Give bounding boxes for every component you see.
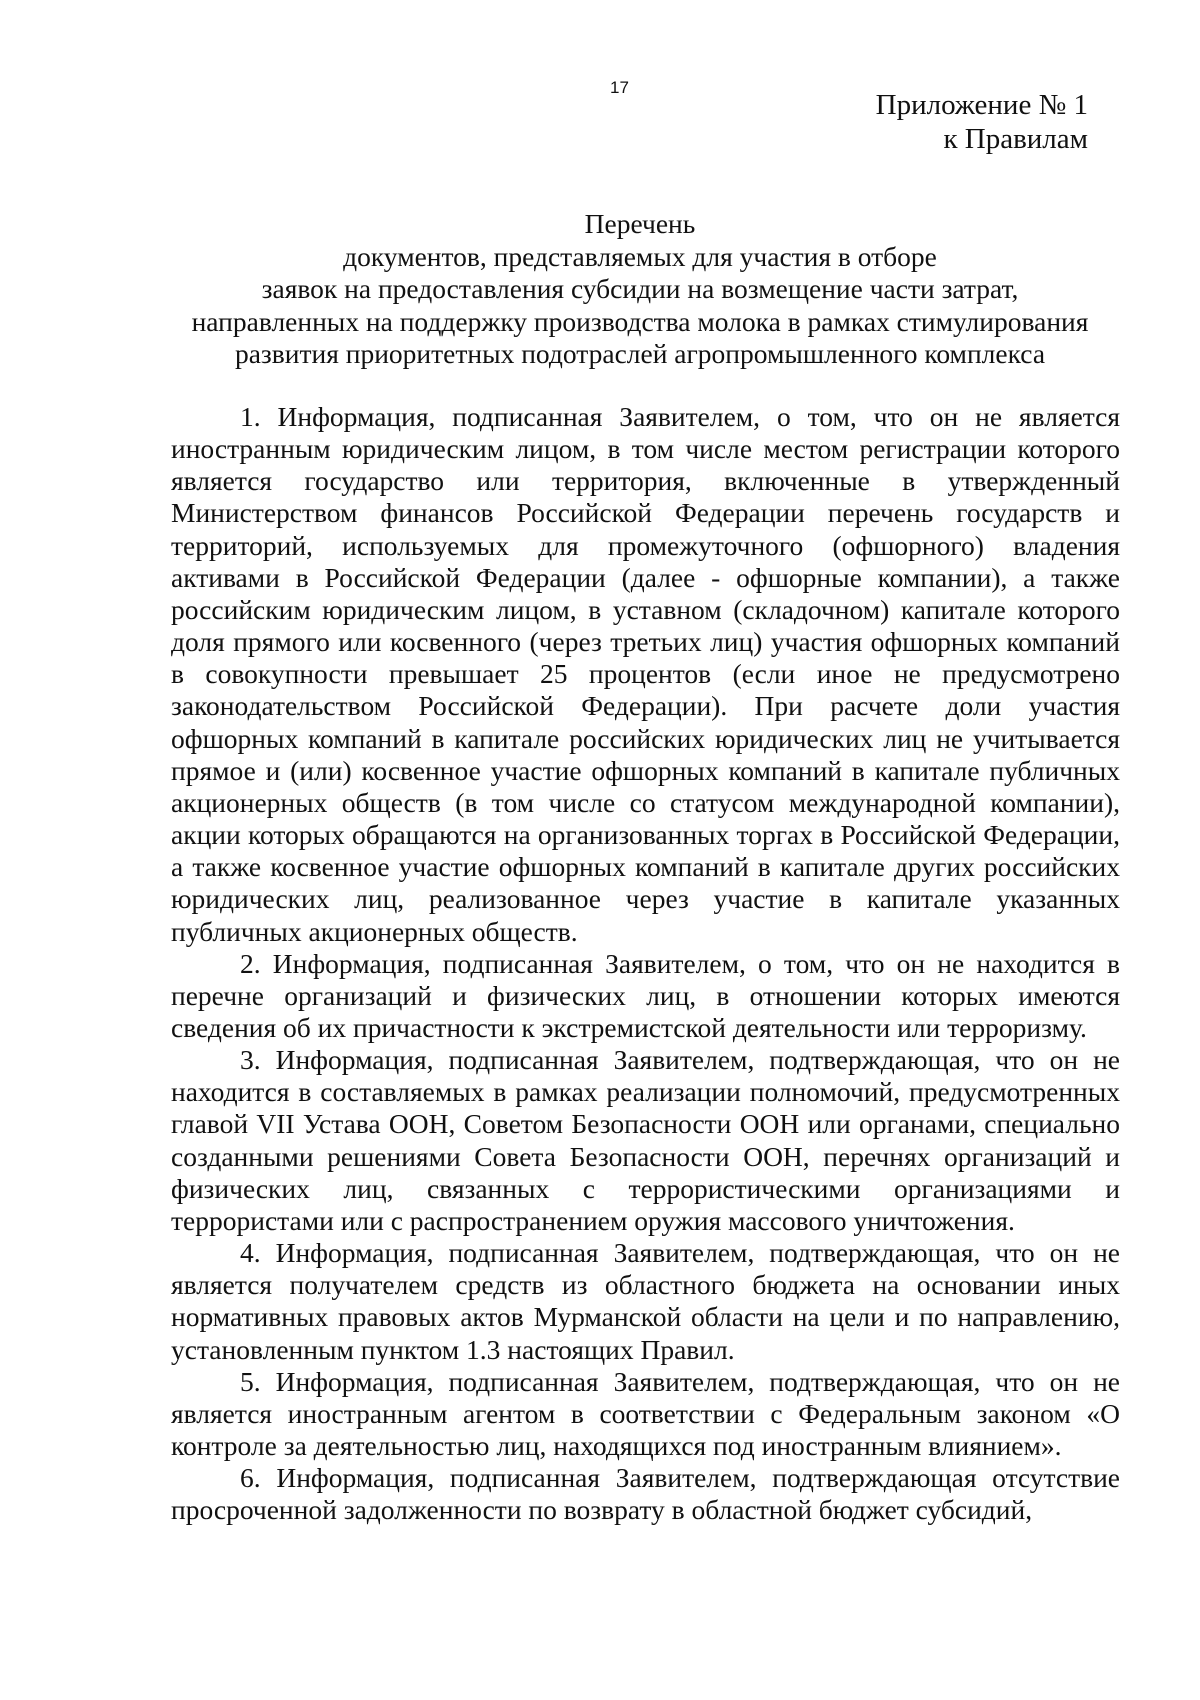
title-line-3: заявок на предоставления субсидии на возмещение части затрат, [261,273,1019,305]
title-line-1: Перечень [584,208,696,239]
appendix-number: Приложение № 1 [875,89,1088,121]
title-line-4: направленных на поддержку производства молока в рамках стимулирования [191,305,1089,337]
title-line-2: документов, представляемых для участия в отборе [343,240,937,272]
title-line-5: развития приоритетных подотраслей агропромышленного комплекса [234,338,1046,370]
list-item-3: 3. Информация, подписанная Заявителем, подтверждающая, что он не находится в составляемых в рамках реализации полномочий, предусмотренных главой VII Устава ООН, Советом Безопасности ООН или органами, специально созданными решениями Совета Безопасности ООН, перечнях организаций и физических лиц, связанных с террористическими организациями и террористами или с распространением оружия массового уничтожения. [171,1044,1120,1236]
document-title [160,208,1120,371]
appendix-reference [876,88,1088,156]
list-item-5: 5. Информация, подписанная Заявителем, подтверждающая, что он не является иностранным агентом в соответствии с Федеральным законом «О контроле за деятельностью лиц, находящихся под иностранным влиянием». [171,1365,1120,1461]
document-body [171,401,1120,1526]
list-item-4: 4. Информация, подписанная Заявителем, подтверждающая, что он не является получателем средств из областного бюджета на основании иных нормативных правовых актов Мурманской области на цели и по направлению, установленным пунктом 1.3 настоящих Правил. [171,1237,1120,1365]
page-number: 17 [610,78,629,97]
list-item-2: 2. Информация, подписанная Заявителем, о том, что он не находится в перечне организаций и физических лиц, в отношении которых имеются сведения об их причастности к экстремистской деятельности или терроризму. [171,947,1120,1043]
list-item-6: 6. Информация, подписанная Заявителем, подтверждающая отсутствие просроченной задолженности по возврату в областной бюджет субсидий, [171,1462,1120,1526]
list-item-1: 1. Информация, подписанная Заявителем, о том, что он не является иностранным юридическим лицом, в том числе местом регистрации которого является государство или территория, включенные в утвержденный Министерством финансов Российской Федерации перечень государств и территорий, используемых для промежуточного (офшорного) владения активами в Российской Федерации (далее - офшорные компании), а также российским юридическим лицом, в уставном (складочном) капитале которого доля прямого или косвенного (через третьих лиц) участия офшорных компаний в совокупности превышает 25 процентов (если иное не предусмотрено законодательством Российской Федерации). При расчете доли участия офшорных компаний в капитале российских юридических лиц не учитывается прямое и (или) косвенное участие офшорных компаний в капитале публичных акционерных обществ (в том числе со статусом международной компании), акции которых обращаются на организованных торгах в Российской Федерации, а также косвенное участие офшорных компаний в капитале других российских юридических лиц, реализованное через участие в капитале указанных публичных акционерных обществ. [171,401,1120,947]
appendix-rules-reference: к Правилам [943,123,1088,155]
